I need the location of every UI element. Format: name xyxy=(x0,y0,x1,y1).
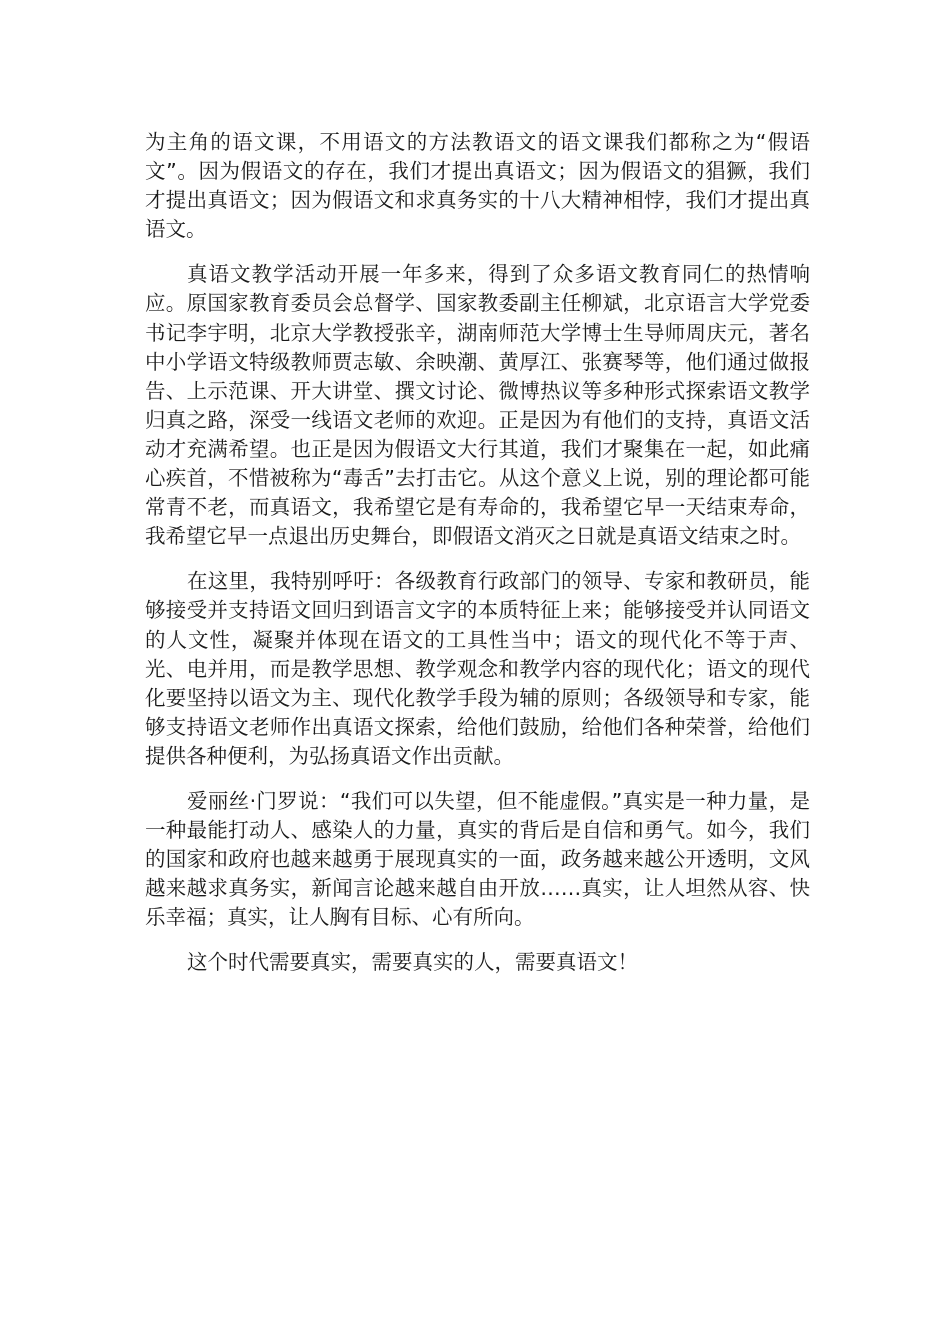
document-body xyxy=(145,128,810,994)
paragraph-2: 真语文教学活动开展一年多来，得到了众多语文教育同仁的热情响应。原国家教育委员会总督学、国家教委副主任柳斌，北京语言大学党委书记李宇明，北京大学教授张辛，湖南师范大学博士生导师周庆元，著名中小学语文特级教师贾志敏、余映潮、黄厚江、张赛琴等，他们通过做报告、上示范课、开大讲堂、撰文讨论、微博热议等多种形式探索语文教学归真之路，深受一线语文老师的欢迎。正是因为有他们的支持，真语文活动才充满希望。也正是因为假语文大行其道，我们才聚集在一起，如此痛心疾首，不惜被称为“毒舌”去打击它。从这个意义上说，别的理论都可能常青不老，而真语文，我希望它是有寿命的，我希望它早一天结束寿命，我希望它早一点退出历史舞台，即假语文消灭之日就是真语文结束之时。 xyxy=(145,262,810,549)
paragraph-5: 这个时代需要真实，需要真实的人，需要真语文！ xyxy=(187,950,638,975)
paragraph-1: 为主角的语文课，不用语文的方法教语文的语文课我们都称之为“假语文”。因为假语文的存在，我们才提出真语文；因为假语文的猖獗，我们才提出真语文；因为假语文和求真务实的十八大精神相悖，我们才提出真语文。 xyxy=(145,130,810,242)
paragraph-4: 爱丽丝·门罗说：“我们可以失望，但不能虚假。”真实是一种力量，是一种最能打动人、感染人的力量，真实的背后是自信和勇气。如今，我们的国家和政府也越来越勇于展现真实的一面，政务越来越公开透明，文风越来越求真务实，新闻言论越来越自由开放……真实，让人坦然从容、快乐幸福；真实，让人胸有目标、心有所向。 xyxy=(145,788,810,930)
paragraph-3: 在这里，我特别呼吁：各级教育行政部门的领导、专家和教研员，能够接受并支持语文回归到语言文字的本质特征上来；能够接受并认同语文的人文性，凝聚并体现在语文的工具性当中；语文的现代化不等于声、光、电并用，而是教学思想、教学观念和教学内容的现代化；语文的现代化要坚持以语文为主、现代化教学手段为辅的原则；各级领导和专家，能够支持语文老师作出真语文探索，给他们鼓励，给他们各种荣誉，给他们提供各种便利，为弘扬真语文作出贡献。 xyxy=(145,569,810,768)
